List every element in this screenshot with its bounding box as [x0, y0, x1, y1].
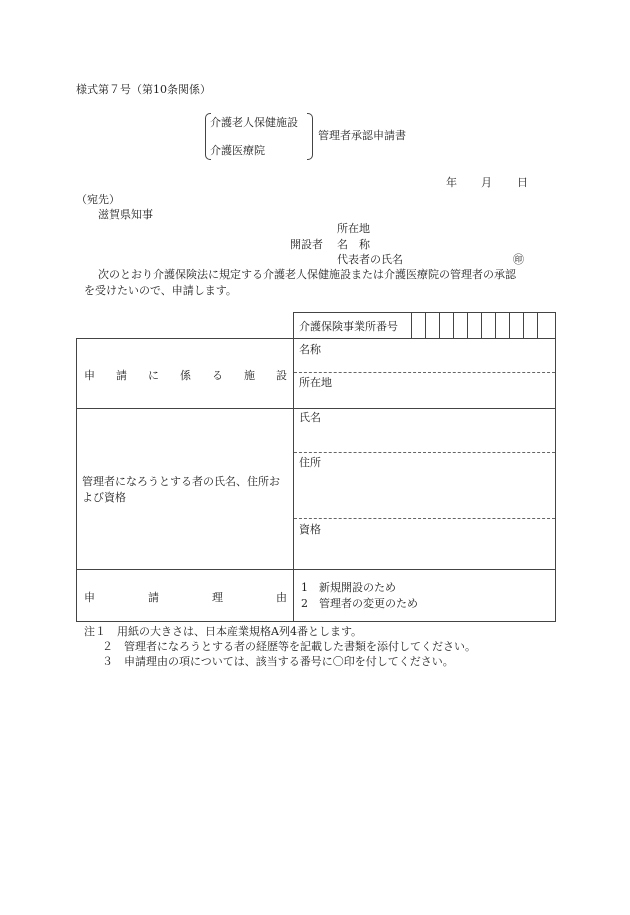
- date-day-label: 日: [517, 176, 528, 189]
- facility-name-label: 名称: [299, 343, 321, 356]
- provider-number-box[interactable]: [439, 312, 454, 339]
- manager-name-field[interactable]: [294, 426, 554, 451]
- provider-number-box[interactable]: [537, 312, 556, 339]
- form-number: 様式第７号（第10条関係）: [76, 83, 211, 96]
- facility-name-field[interactable]: [340, 340, 554, 371]
- manager-name-label: 氏名: [299, 411, 321, 424]
- note-3: ３ 申請理由の項については、該当する番号に〇印を付してください。: [102, 655, 454, 668]
- manager-address-field[interactable]: [294, 471, 554, 517]
- table-left-border: [76, 338, 77, 622]
- provider-number-box[interactable]: [425, 312, 440, 339]
- provider-number-box[interactable]: [453, 312, 468, 339]
- note-1: 注１ 用紙の大きさは、日本産業規格A列4番とします。: [84, 625, 363, 638]
- date-year-label: 年: [446, 176, 457, 189]
- manager-address-label: 住所: [299, 456, 321, 469]
- facility-row-label: 申 請 に 係 る 施 設: [84, 369, 287, 382]
- provider-number-box[interactable]: [495, 312, 510, 339]
- intro-text-line-2: を受けたいので、申請します。: [84, 284, 237, 297]
- manager-dashed-divider-2: [294, 518, 555, 519]
- applicant-address-label: 所在地: [337, 222, 370, 235]
- reason-option-1[interactable]: 1 新規開設のため: [301, 581, 396, 594]
- provider-number-label: 介護保険事業所番号: [299, 320, 398, 333]
- date-month-label: 月: [481, 176, 492, 189]
- table-top-border: [76, 338, 556, 339]
- table-row-divider-1: [76, 408, 556, 409]
- facility-address-field[interactable]: [350, 374, 554, 407]
- facility-type-1: 介護老人保健施設: [210, 116, 298, 129]
- provider-number-box[interactable]: [467, 312, 482, 339]
- table-row-divider-2: [76, 569, 556, 570]
- facility-address-label: 所在地: [299, 376, 332, 389]
- provider-number-box[interactable]: [523, 312, 538, 339]
- applicant-rep-label: 代表者の氏名: [337, 253, 403, 266]
- manager-qualification-label: 資格: [299, 523, 321, 536]
- facility-dashed-divider: [294, 372, 555, 373]
- seal-mark: ㊞: [513, 253, 524, 266]
- table-right-border: [555, 338, 556, 622]
- addressee-name: 滋賀県知事: [98, 208, 153, 221]
- provider-number-box[interactable]: [509, 312, 524, 339]
- table-bottom-border: [76, 621, 556, 622]
- provider-number-box[interactable]: [481, 312, 496, 339]
- addressee-prefix: （宛先）: [76, 193, 120, 206]
- form-title: 管理者承認申請書: [318, 129, 406, 142]
- intro-text-line-1: 次のとおり介護保険法に規定する介護老人保健施設または介護医療院の管理者の承認: [98, 268, 516, 281]
- applicant-group-label: 開設者: [290, 238, 323, 251]
- manager-row-label: 管理者になろうとする者の氏名、住所および資格: [82, 475, 280, 504]
- facility-type-2: 介護医療院: [210, 144, 265, 157]
- note-2: ２ 管理者になろうとする者の経歴等を記載した書類を添付してください。: [102, 640, 476, 653]
- manager-dashed-divider-1: [294, 452, 555, 453]
- right-bracket: [307, 113, 313, 160]
- reason-option-2[interactable]: 2 管理者の変更のため: [301, 597, 418, 610]
- manager-qualification-field[interactable]: [294, 538, 554, 568]
- applicant-name-label: 名 称: [337, 238, 370, 251]
- provider-number-box[interactable]: [411, 312, 426, 339]
- reason-row-label: 申 請 理 由: [84, 591, 287, 604]
